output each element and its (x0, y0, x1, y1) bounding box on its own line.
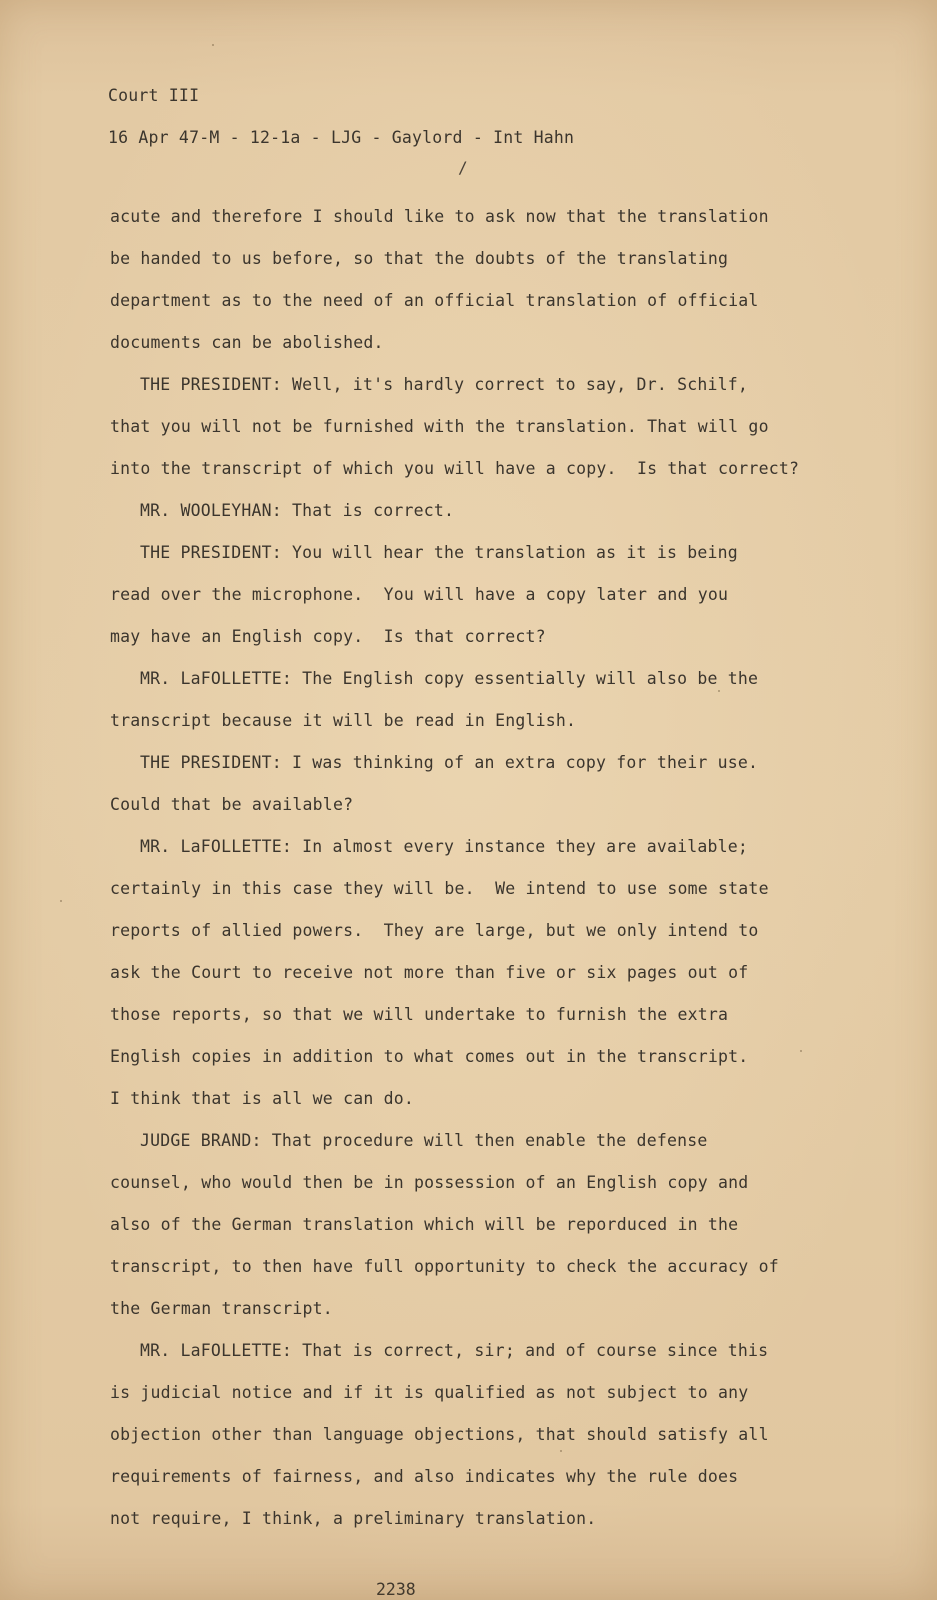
text-line: may have an English copy. Is that correct? (110, 627, 546, 646)
tick-mark: / (458, 158, 468, 177)
text-line: counsel, who would then be in possession of an English copy and (110, 1173, 749, 1192)
text-line: MR. LaFOLLETTE: That is correct, sir; and of course since this (140, 1341, 769, 1360)
paper-speck (60, 900, 62, 902)
text-line: transcript because it will be read in English. (110, 711, 577, 730)
text-line: MR. WOOLEYHAN: That is correct. (140, 501, 455, 520)
court-label: Court III (108, 86, 200, 105)
text-line: I think that is all we can do. (110, 1089, 415, 1108)
text-line: into the transcript of which you will have a copy. Is that correct? (110, 459, 800, 478)
page-number: 2238 (376, 1580, 416, 1599)
text-line: that you will not be furnished with the translation. That will go (110, 417, 769, 436)
text-line: documents can be abolished. (110, 333, 384, 352)
text-line: JUDGE BRAND: That procedure will then enable the defense (140, 1131, 708, 1150)
text-line: MR. LaFOLLETTE: The English copy essentially will also be the (140, 669, 759, 688)
paper-speck (212, 44, 214, 46)
text-line: reports of allied powers. They are large, but we only intend to (110, 921, 759, 940)
text-line: THE PRESIDENT: Well, it's hardly correct to say, Dr. Schilf, (140, 375, 749, 394)
text-line: not require, I think, a preliminary translation. (110, 1509, 597, 1528)
text-line: Could that be available? (110, 795, 354, 814)
text-line: ask the Court to receive not more than five or six pages out of (110, 963, 749, 982)
text-line: MR. LaFOLLETTE: In almost every instance they are available; (140, 837, 749, 856)
text-line: transcript, to then have full opportunity to check the accuracy of (110, 1257, 779, 1276)
text-line: THE PRESIDENT: You will hear the translation as it is being (140, 543, 738, 562)
session-line: 16 Apr 47-M - 12-1a - LJG - Gaylord - Int Hahn (108, 128, 575, 147)
text-line: those reports, so that we will undertake to furnish the extra (110, 1005, 729, 1024)
text-line: is judicial notice and if it is qualified as not subject to any (110, 1383, 749, 1402)
text-line: read over the microphone. You will have a copy later and you (110, 585, 729, 604)
text-line: certainly in this case they will be. We intend to use some state (110, 879, 769, 898)
text-line: acute and therefore I should like to ask now that the translation (110, 207, 769, 226)
text-line: be handed to us before, so that the doubts of the translating (110, 249, 729, 268)
paper-speck (718, 690, 720, 692)
text-line: THE PRESIDENT: I was thinking of an extra copy for their use. (140, 753, 759, 772)
text-line: objection other than language objections, that should satisfy all (110, 1425, 769, 1444)
text-line: requirements of fairness, and also indicates why the rule does (110, 1467, 739, 1486)
text-line: English copies in addition to what comes out in the transcript. (110, 1047, 749, 1066)
paper-speck (800, 1050, 802, 1052)
text-line: the German transcript. (110, 1299, 333, 1318)
text-line: also of the German translation which will be reporduced in the (110, 1215, 739, 1234)
text-line: department as to the need of an official translation of official (110, 291, 759, 310)
paper-speck (560, 1450, 562, 1452)
